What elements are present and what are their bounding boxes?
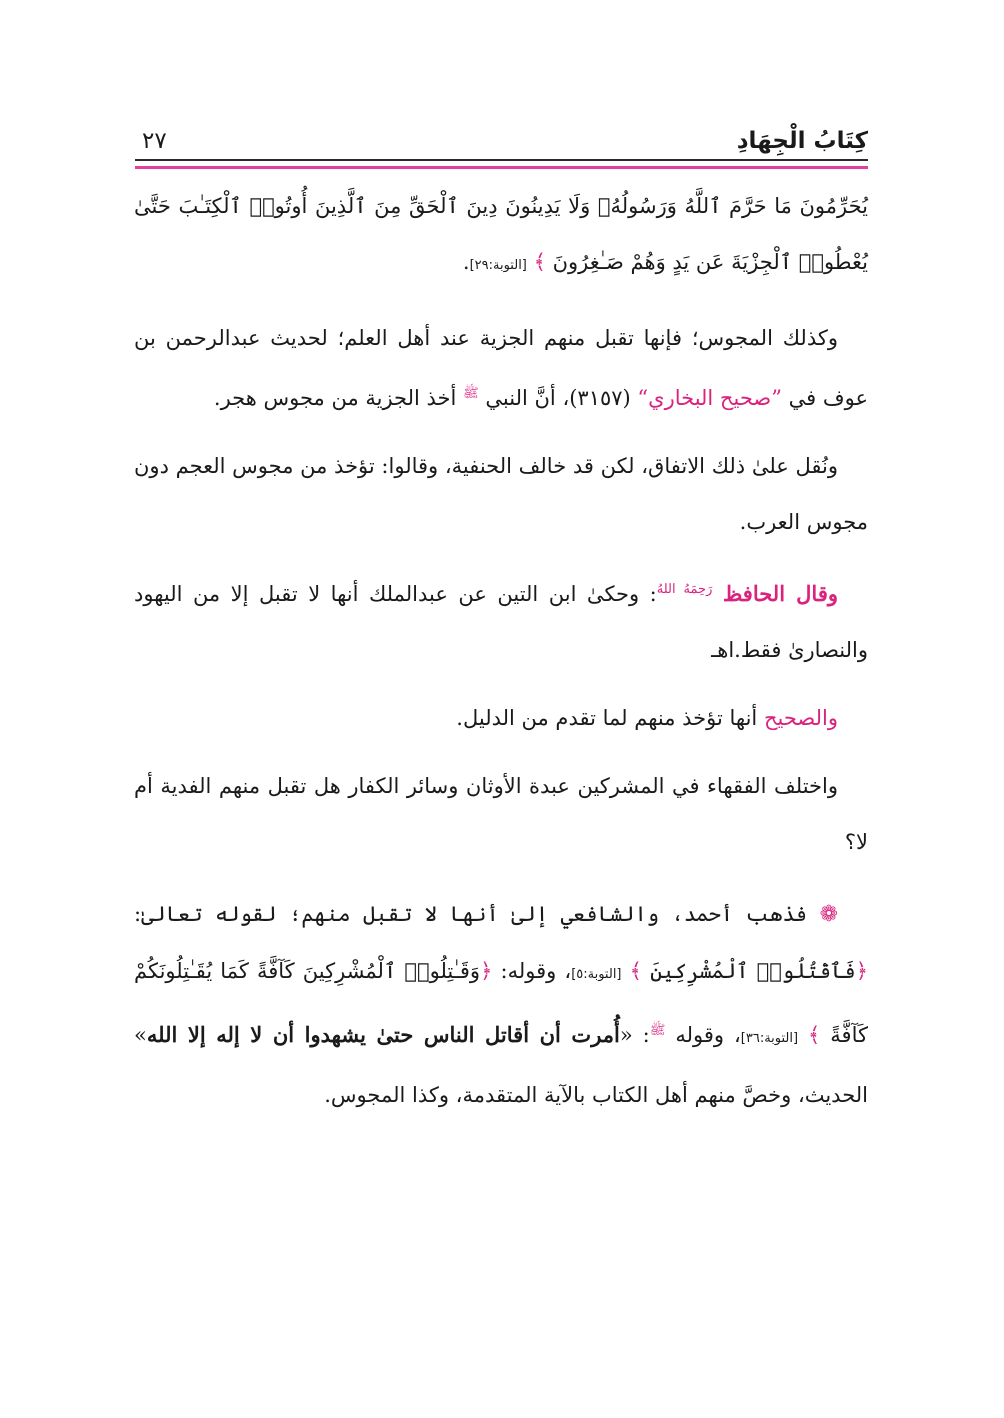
paragraph-hafidh <box>134 562 868 678</box>
verse-close-bracket: ﴾ <box>629 959 642 983</box>
paragraph-text: (٣١٥٧)، أنَّ النبي <box>478 386 638 410</box>
verse-close-bracket: ﴾ <box>533 250 546 274</box>
quran-verse: يُحَرِّمُونَ مَا حَرَّمَ ٱللَّهُ وَرَسُولُهُۥ وَلَا يَدِينُونَ دِينَ ٱلْحَقِّ مِنَ ٱلَّذِينَ أُوتُوا۟ ٱلْكِتَـٰبَ حَتَّىٰ يُعْطُوا۟ ٱلْجِزْيَةَ عَن يَدٍ وَهُمْ صَـٰغِرُونَ <box>134 194 868 274</box>
speaker-label: وقال الحافظ <box>722 581 839 606</box>
paragraph-disagreement <box>134 758 868 870</box>
honorific-glyph: رَحِمَهُ اللهُ <box>656 582 713 597</box>
paragraph-text: ، وقوله <box>665 1023 741 1047</box>
page-number: ٢٧ <box>142 128 167 154</box>
source-title: ”صحيح البخاري“ <box>637 386 782 410</box>
quran-verse: فَٱقْتُلُوا۟ ٱلْمُشْرِكِينَ <box>650 959 856 983</box>
hadith-text: أُمرت أن أقاتل الناس حتىٰ يشهدوا أن لا إله إلا الله <box>146 1022 620 1047</box>
paragraph-text: أنها تؤخذ منهم لما تقدم من الدليل. <box>456 706 764 730</box>
page-header <box>132 118 868 158</box>
paragraph-consensus <box>134 438 868 550</box>
honorific-glyph: ﷺ <box>649 1023 666 1038</box>
paragraph-text: » الحديث، وخصَّ منهم أهل الكتاب بالآية المتقدمة، وكذا المجوس. <box>134 1023 868 1107</box>
verse-open-bracket: ﴿ <box>855 959 868 983</box>
paragraph-text: ونُقل علىٰ ذلك الاتفاق، لكن قد خالف الحنفية، وقالوا: تؤخذ من مجوس العجم دون مجوس العرب. <box>134 454 868 534</box>
verse-open-bracket: ﴿ <box>480 959 493 983</box>
paragraph-text: : « <box>619 1023 650 1047</box>
verse-reference: [التوبة:٣٦] <box>740 1031 799 1046</box>
book-title: كِتَابُ الْجِهَادِ <box>736 128 868 154</box>
quran-verse: وَقَـٰتِلُوا۟ ٱلْمُشْرِكِينَ كَآفَّةً كَمَا يُقَـٰتِلُونَكُمْ كَآفَّةً <box>134 959 868 1047</box>
paragraph-text: : وحكىٰ ابن التين عن عبدالملك أنها لا تقبل إلا من اليهود والنصارىٰ فقط.اهـ <box>134 582 868 662</box>
header-rule-pink <box>135 166 868 169</box>
flower-bullet-icon: ❁ <box>819 902 838 927</box>
verse-reference: [التوبة:٢٩] <box>469 258 527 273</box>
ruling-label: والصحيح <box>763 706 838 730</box>
verse-reference: [التوبة:٥] <box>571 967 622 982</box>
page-body <box>134 178 868 1123</box>
honorific-glyph: ﷺ <box>463 386 479 401</box>
paragraph-verse-continuation <box>134 178 868 294</box>
paragraph-text: وكذلك المجوس؛ فإنها تقبل منهم الجزية عند أهل العلم؛ لحديث عبدالرحمن بن عوف في <box>134 326 868 410</box>
header-rule-dark <box>135 159 868 161</box>
paragraph-ahmad-shafii <box>134 886 868 1123</box>
paragraph-correct-view <box>134 690 868 746</box>
paragraph-text: أخذ الجزية من مجوس هجر. <box>213 386 464 410</box>
sentence-end: . <box>462 250 470 274</box>
paragraph-text: فذهب أحمد، والشافعي إلىٰ أنها لا تقبل منهم؛ لقوله تعالىٰ: <box>134 902 820 926</box>
verse-close-bracket: ﴾ <box>808 1023 821 1047</box>
paragraph-text: واختلف الفقهاء في المشركين عبدة الأوثان وسائر الكفار هل تقبل منهم الفدية أم لا؟ <box>134 774 868 854</box>
paragraph-magians <box>134 310 868 426</box>
paragraph-text: ، وقوله: <box>492 959 572 983</box>
